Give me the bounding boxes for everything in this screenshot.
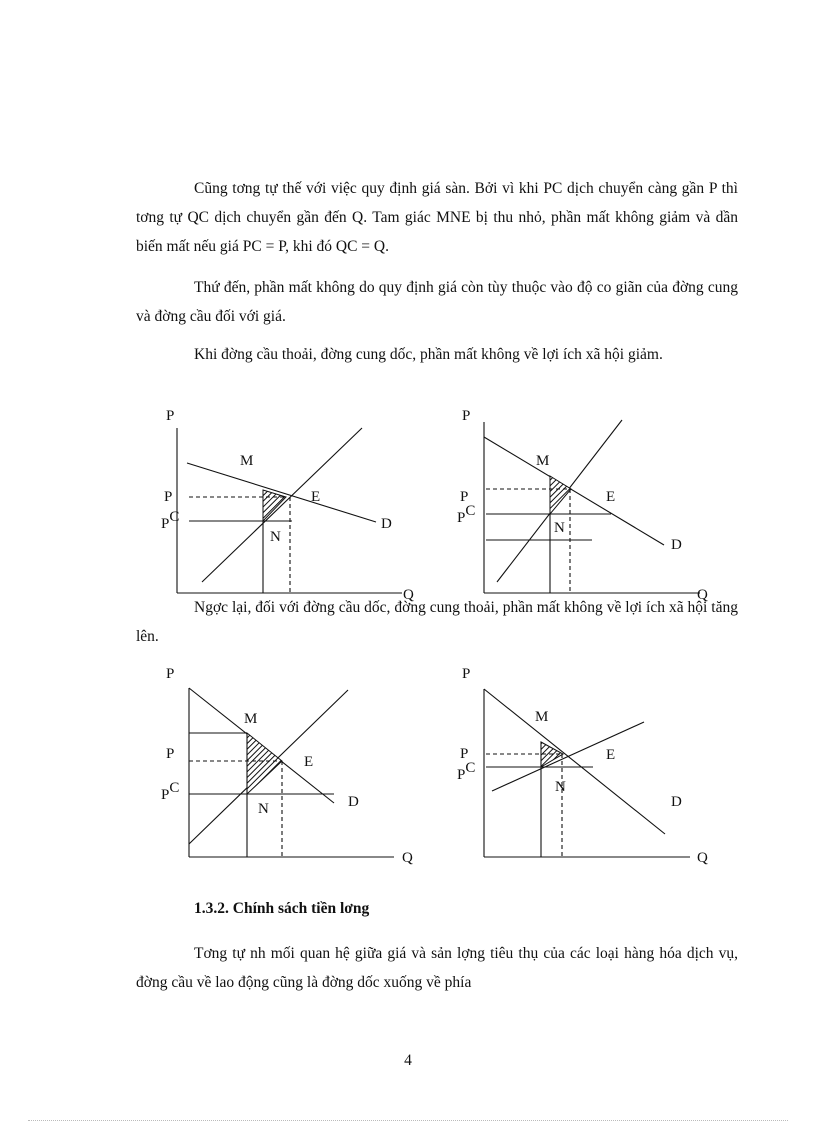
paragraph-5 bbox=[136, 939, 738, 997]
price-ceiling-superscript: C bbox=[169, 780, 180, 796]
price-ceiling-superscript: C bbox=[465, 503, 476, 519]
graph-3 bbox=[150, 660, 440, 875]
deadweight-loss-triangle bbox=[550, 476, 571, 514]
demand-curve bbox=[187, 463, 376, 522]
deadweight-loss-triangle bbox=[263, 490, 286, 521]
paragraph-4-text: Ngợc lại, đối với đờng cầu dốc, đờng cung thoải, phần mất không về lợi ích xã hội tăng lên. bbox=[136, 599, 738, 645]
price-ceiling-letter: P bbox=[161, 516, 170, 532]
paragraph-2-text: Thứ đến, phần mất không do quy định giá còn tùy thuộc vào độ co giãn của đờng cung và đờng cầu đối với giá. bbox=[136, 279, 738, 325]
p-axis-label: P bbox=[462, 408, 471, 424]
price-label: P bbox=[460, 489, 469, 505]
price-ceiling-superscript: C bbox=[169, 509, 180, 525]
page-number: 4 bbox=[404, 1052, 412, 1069]
graph-1 bbox=[150, 400, 440, 615]
point-m-label: M bbox=[536, 453, 550, 469]
point-m-label: M bbox=[535, 709, 549, 725]
demand-label: D bbox=[381, 516, 392, 532]
price-ceiling-letter: P bbox=[457, 510, 466, 526]
point-n-label: N bbox=[270, 529, 281, 545]
q-axis-label: Q bbox=[403, 587, 414, 603]
paragraph-4 bbox=[136, 593, 738, 651]
demand-label: D bbox=[671, 794, 682, 810]
demand-label: D bbox=[671, 537, 682, 553]
point-e-label: E bbox=[606, 747, 616, 763]
paragraph-5-text: Tơng tự nh mối quan hệ giữa giá và sản lợng tiêu thụ của các loại hàng hóa dịch vụ, đờng cầu về lao động cũng là đờng dốc xuống về phía bbox=[136, 945, 738, 991]
q-axis-label: Q bbox=[697, 587, 708, 603]
price-ceiling-label bbox=[161, 780, 179, 803]
deadweight-loss-triangle bbox=[247, 733, 282, 794]
supply-curve bbox=[492, 722, 644, 791]
point-m-label: M bbox=[240, 453, 254, 469]
graph-4 bbox=[450, 660, 740, 875]
price-ceiling-letter: P bbox=[457, 767, 466, 783]
paragraph-3 bbox=[136, 340, 738, 369]
q-axis-label: Q bbox=[697, 850, 708, 866]
price-label: P bbox=[460, 746, 469, 762]
point-n-label: N bbox=[555, 779, 566, 795]
paragraph-1-text: Cũng tơng tự thế với việc quy định giá sàn. Bởi vì khi PC dịch chuyển càng gần P thì tơng tự QC dịch chuyển gần đến Q. Tam giác MNE bị thu nhỏ, phần mất không giảm và dần biến mất nếu giá PC = P, khi đó QC = Q. bbox=[136, 180, 738, 255]
paragraph-1 bbox=[136, 174, 738, 261]
price-ceiling-label bbox=[457, 760, 475, 783]
price-ceiling-letter: P bbox=[161, 787, 170, 803]
demand-label: D bbox=[348, 794, 359, 810]
p-axis-label: P bbox=[462, 666, 471, 682]
point-m-label: M bbox=[244, 711, 258, 727]
paragraph-3-text: Khi đờng cầu thoải, đờng cung dốc, phần mất không về lợi ích xã hội giảm. bbox=[194, 346, 663, 363]
point-n-label: N bbox=[554, 520, 565, 536]
graph-2 bbox=[450, 400, 740, 615]
price-ceiling-label bbox=[457, 503, 475, 526]
q-axis-label: Q bbox=[402, 850, 413, 866]
demand-curve bbox=[484, 689, 665, 834]
p-axis-label: P bbox=[166, 666, 175, 682]
paragraph-2 bbox=[136, 273, 738, 331]
point-e-label: E bbox=[311, 489, 321, 505]
price-label: P bbox=[164, 489, 173, 505]
p-axis-label: P bbox=[166, 408, 175, 424]
price-label: P bbox=[166, 746, 175, 762]
price-ceiling-superscript: C bbox=[465, 760, 476, 776]
supply-curve bbox=[202, 428, 362, 582]
footer-divider bbox=[28, 1120, 788, 1121]
section-heading: 1.3.2. Chính sách tiền lơng bbox=[194, 900, 370, 917]
point-n-label: N bbox=[258, 801, 269, 817]
demand-curve bbox=[484, 437, 664, 545]
point-e-label: E bbox=[304, 754, 314, 770]
point-e-label: E bbox=[606, 489, 616, 505]
